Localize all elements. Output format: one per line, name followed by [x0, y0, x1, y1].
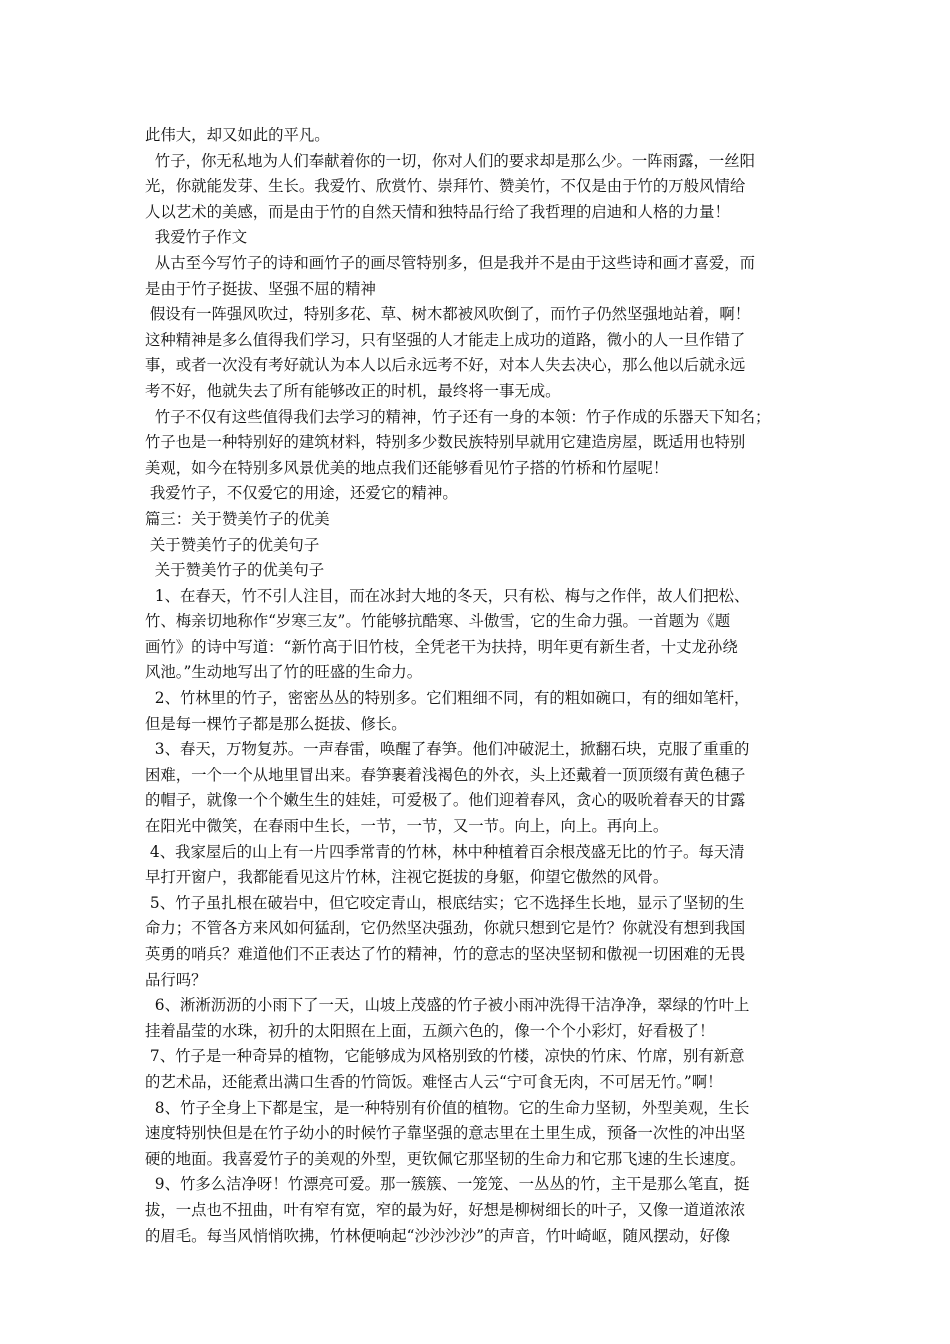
- text-line: 人以艺术的美感，而是由于竹的自然天情和独特品行给了我哲理的启迪和人格的力量！: [145, 202, 730, 221]
- text-line: 竹子也是一种特别好的建筑材料，特别多少数民族特别早就用它建造房屋，既适用也特别: [145, 433, 746, 452]
- text-line: 挂着晶莹的水珠，初升的太阳照在上面，五颜六色的，像一个个小彩灯，好看极了！: [145, 1021, 715, 1040]
- text-line: 关于赞美竹子的优美句子: [145, 535, 320, 554]
- text-line: 是由于竹子挺拔、坚强不屈的精神: [145, 279, 376, 298]
- text-line: 1、在春天，竹不引人注目，而在冰封大地的冬天，只有松、梅与之作伴，故人们把松、: [145, 586, 750, 605]
- text-line: 6、淅淅沥沥的小雨下了一天，山坡上茂盛的竹子被小雨冲洗得干洁净净，翠绿的竹叶上: [145, 996, 750, 1015]
- text-line: 美观，如今在特别多风景优美的地点我们还能够看见竹子搭的竹桥和竹屋呢！: [145, 458, 669, 477]
- text-line: 竹、梅亲切地称作“岁寒三友”。竹能够抗酷寒、斗傲雪，它的生命力强。一首题为《题: [145, 612, 731, 631]
- text-line: 风池。”生动地写出了竹的旺盛的生命力。: [145, 663, 423, 682]
- text-line: 3、春天，万物复苏。一声春雷，唤醒了春笋。他们冲破泥土，掀翻石块，克服了重重的: [145, 740, 750, 759]
- text-line: 我爱竹子作文: [145, 228, 248, 247]
- text-line: 在阳光中微笑，在春雨中生长，一节，一节，又一节。向上，向上。再向上。: [145, 817, 669, 836]
- document-body: [145, 123, 825, 1249]
- text-line: 竹子，你无私地为人们奉献着你的一切，你对人们的要求却是那么少。一阵雨露，一丝阳: [145, 151, 756, 170]
- text-line: 画竹》的诗中写道：“新竹高于旧竹枝，全凭老干为扶持，明年更有新生者，十丈龙孙绕: [145, 637, 738, 656]
- text-line: 竹子不仅有这些值得我们去学习的精神，竹子还有一身的本领：竹子作成的乐器天下知名；: [145, 407, 771, 426]
- text-line: 7、竹子是一种奇异的植物，它能够成为风格别致的竹楼，凉快的竹床、竹席，别有新意: [145, 1047, 745, 1066]
- text-line: 这种精神是多么值得我们学习，只有坚强的人才能走上成功的道路，微小的人一旦作错了: [145, 330, 746, 349]
- text-line: 的艺术品，还能煮出满口生香的竹筒饭。难怪古人云“宁可食无肉，不可居无竹。”啊！: [145, 1072, 723, 1091]
- text-line: 品行吗？: [145, 970, 207, 989]
- text-line: 考不好，他就失去了所有能够改正的时机，最终将一事无成。: [145, 381, 561, 400]
- text-line: 速度特别快但是在竹子幼小的时候竹子靠坚强的意志里在土里生成，预备一次性的冲出坚: [145, 1124, 746, 1143]
- text-line: 光，你就能发芽、生长。我爱竹、欣赏竹、崇拜竹、赞美竹，不仅是由于竹的万般风情给: [145, 177, 746, 196]
- text-line: 的帽子，就像一个个嫩生生的娃娃，可爱极了。他们迎着春风，贪心的吸吮着春天的甘露: [145, 791, 746, 810]
- text-line: 早打开窗户，我都能看见这片竹林，注视它挺拔的身躯，仰望它傲然的风骨。: [145, 868, 669, 887]
- text-line: 拔，一点也不扭曲，叶有窄有宽，窄的最为好，好想是柳树细长的叶子，又像一道道浓浓: [145, 1200, 746, 1219]
- text-line: 假设有一阵强风吹过，特别多花、草、树木都被风吹倒了，而竹子仍然坚强地站着，啊！: [145, 305, 751, 324]
- text-line: 4、我家屋后的山上有一片四季常青的竹林，林中种植着百余根茂盛无比的竹子。每天清: [145, 842, 745, 861]
- text-line: 篇三：关于赞美竹子的优美: [145, 509, 330, 528]
- text-line: 从古至今写竹子的诗和画竹子的画尽管特别多，但是我并不是由于这些诗和画才喜爱，而: [145, 253, 756, 272]
- text-line: 但是每一棵竹子都是那么挺拔、修长。: [145, 714, 407, 733]
- text-line: 英勇的哨兵？难道他们不正表达了竹的精神，竹的意志的坚决坚韧和傲视一切困难的无畏: [145, 945, 746, 963]
- text-line: 事，或者一次没有考好就认为本人以后永远考不好，对本人失去决心，那么他以后就永远: [145, 356, 746, 375]
- text-line: 的眉毛。每当风悄悄吹拂，竹林便响起“沙沙沙沙”的声音，竹叶崎岖，随风摆动，好像: [145, 1226, 731, 1245]
- text-line: 8、竹子全身上下都是宝，是一种特别有价值的植物。它的生命力坚韧，外型美观，生长: [145, 1098, 750, 1117]
- text-line: 此伟大，却又如此的平凡。: [145, 126, 330, 144]
- text-line: 命力；不管各方来风如何猛刮，它仍然坚决强劲，你就只想到它是竹？你就没有想到我国: [145, 919, 746, 938]
- text-line: 困难，一个一个从地里冒出来。春笋裹着浅褐色的外衣，头上还戴着一顶顶缀有黄色穗子: [145, 765, 746, 784]
- text-line: 9、竹多么洁净呀！竹漂亮可爱。那一簇簇、一笼笼、一丛丛的竹，主干是那么笔直，挺: [145, 1175, 750, 1194]
- text-line: 硬的地面。我喜爱竹子的美观的外型，更钦佩它那坚韧的生命力和它那飞速的生长速度。: [145, 1149, 746, 1168]
- text-line: 2、竹林里的竹子，密密丛丛的特别多。它们粗细不同，有的粗如碗口，有的细如笔杆，: [145, 689, 750, 708]
- text-line: 关于赞美竹子的优美句子: [145, 561, 325, 580]
- text-line: 5、竹子虽扎根在破岩中，但它咬定青山，根底结实；它不选择生长地，显示了坚韧的生: [145, 893, 745, 912]
- text-line: 我爱竹子，不仅爱它的用途，还爱它的精神。: [145, 484, 458, 503]
